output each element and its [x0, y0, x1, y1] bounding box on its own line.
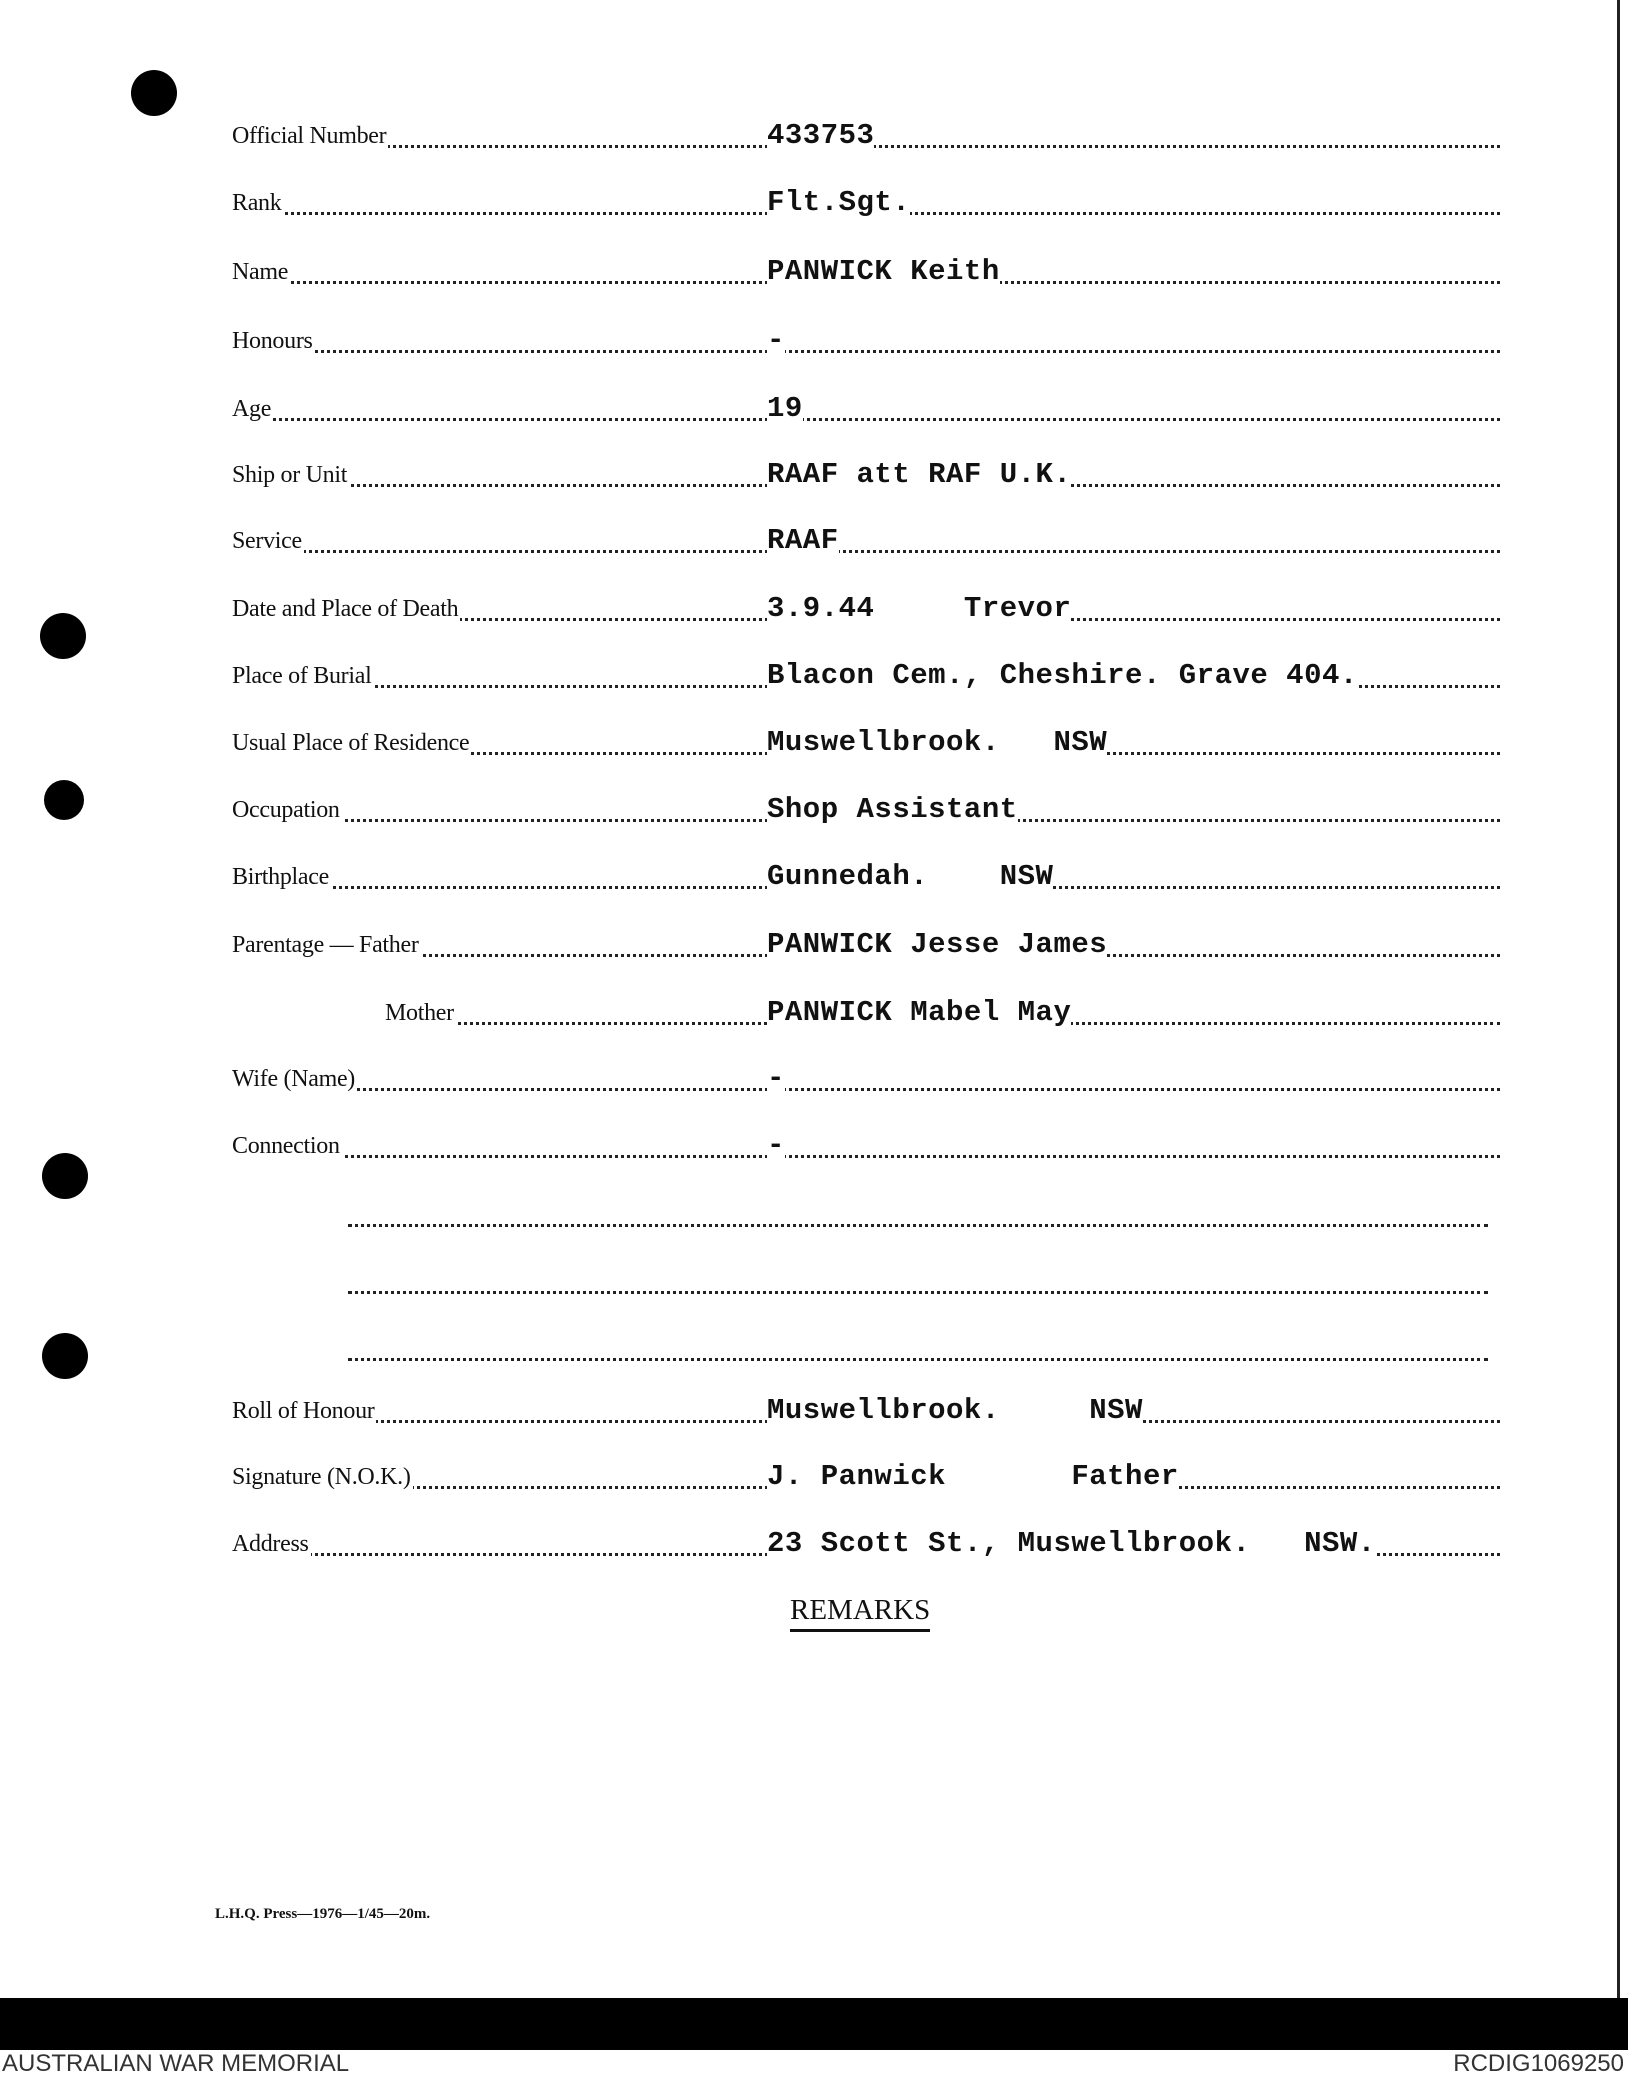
field-value: 19	[767, 392, 803, 425]
form-row	[232, 455, 1500, 495]
field-value: Gunnedah. NSW	[767, 860, 1054, 893]
form-row	[232, 183, 1500, 223]
field-label: Parentage — Father	[232, 932, 419, 958]
dotted-line	[232, 1155, 1500, 1158]
field-value: RAAF att RAF U.K.	[767, 458, 1072, 491]
field-value: -	[767, 1062, 785, 1095]
field-value: PANWICK Keith	[767, 255, 1000, 288]
field-label: Roll of Honour	[232, 1398, 375, 1424]
form-row	[348, 1262, 1488, 1302]
field-label: Official Number	[232, 123, 387, 149]
field-label: Mother	[385, 1000, 454, 1026]
field-value: PANWICK Jesse James	[767, 928, 1108, 961]
form-row	[232, 723, 1500, 763]
field-label: Place of Burial	[232, 663, 372, 689]
field-label: Signature (N.O.K.)	[232, 1464, 411, 1490]
field-value: RAAF	[767, 524, 839, 557]
dotted-line	[232, 418, 1500, 421]
punch-hole	[131, 70, 177, 116]
form-row	[232, 389, 1500, 429]
remarks-heading: REMARKS	[790, 1594, 930, 1632]
field-value: Blacon Cem., Cheshire. Grave 404.	[767, 659, 1358, 692]
punch-hole	[42, 1333, 88, 1379]
field-label: Connection	[232, 1133, 340, 1159]
form-row	[232, 252, 1500, 292]
field-label: Rank	[232, 190, 282, 216]
field-label: Honours	[232, 328, 313, 354]
field-value: Shop Assistant	[767, 793, 1018, 826]
field-value: J. Panwick Father	[767, 1460, 1179, 1493]
form-row	[232, 1126, 1500, 1166]
field-label: Birthplace	[232, 864, 329, 890]
form-row	[232, 116, 1500, 156]
form-row	[232, 857, 1500, 897]
form-row	[232, 1391, 1500, 1431]
page-edge	[1617, 0, 1620, 2000]
dotted-line	[232, 550, 1500, 553]
field-value: 23 Scott St., Muswellbrook. NSW.	[767, 1527, 1376, 1560]
punch-hole	[44, 780, 84, 820]
form-row	[232, 790, 1500, 830]
field-label: Ship or Unit	[232, 462, 348, 488]
field-label: Service	[232, 528, 302, 554]
footer-id: RCDIG1069250	[1453, 2050, 1624, 2077]
field-label: Name	[232, 259, 289, 285]
form-row	[232, 1524, 1500, 1564]
form-row	[385, 993, 1500, 1033]
dotted-line	[232, 1088, 1500, 1091]
dotted-line	[348, 1358, 1488, 1361]
form-row	[232, 521, 1500, 561]
form-row	[232, 321, 1500, 361]
form-row	[348, 1329, 1488, 1369]
scan-border	[0, 1998, 1628, 2050]
field-label: Age	[232, 396, 272, 422]
field-value: Muswellbrook. NSW	[767, 726, 1108, 759]
field-label: Usual Place of Residence	[232, 730, 470, 756]
field-value: Muswellbrook. NSW	[767, 1394, 1143, 1427]
form-row	[232, 1457, 1500, 1497]
form-row	[232, 1059, 1500, 1099]
form-row	[232, 589, 1500, 629]
field-label: Date and Place of Death	[232, 596, 459, 622]
form-row	[232, 656, 1500, 696]
printer-note: L.H.Q. Press—1976—1/45—20m.	[215, 1906, 431, 1922]
field-label: Occupation	[232, 797, 340, 823]
punch-hole	[40, 613, 86, 659]
dotted-line	[348, 1291, 1488, 1294]
field-value: Flt.Sgt.	[767, 186, 911, 219]
dotted-line	[348, 1224, 1488, 1227]
field-value: PANWICK Mabel May	[767, 996, 1072, 1029]
field-value: 3.9.44 Trevor	[767, 592, 1072, 625]
field-label: Address	[232, 1531, 309, 1557]
field-value: -	[767, 324, 785, 357]
footer-source: AUSTRALIAN WAR MEMORIAL	[2, 2050, 350, 2077]
dotted-line	[232, 350, 1500, 353]
form-row	[232, 925, 1500, 965]
field-label: Wife (Name)	[232, 1066, 355, 1092]
punch-hole	[42, 1153, 88, 1199]
field-value: 433753	[767, 119, 875, 152]
form-row	[348, 1195, 1488, 1235]
field-value: -	[767, 1129, 785, 1162]
